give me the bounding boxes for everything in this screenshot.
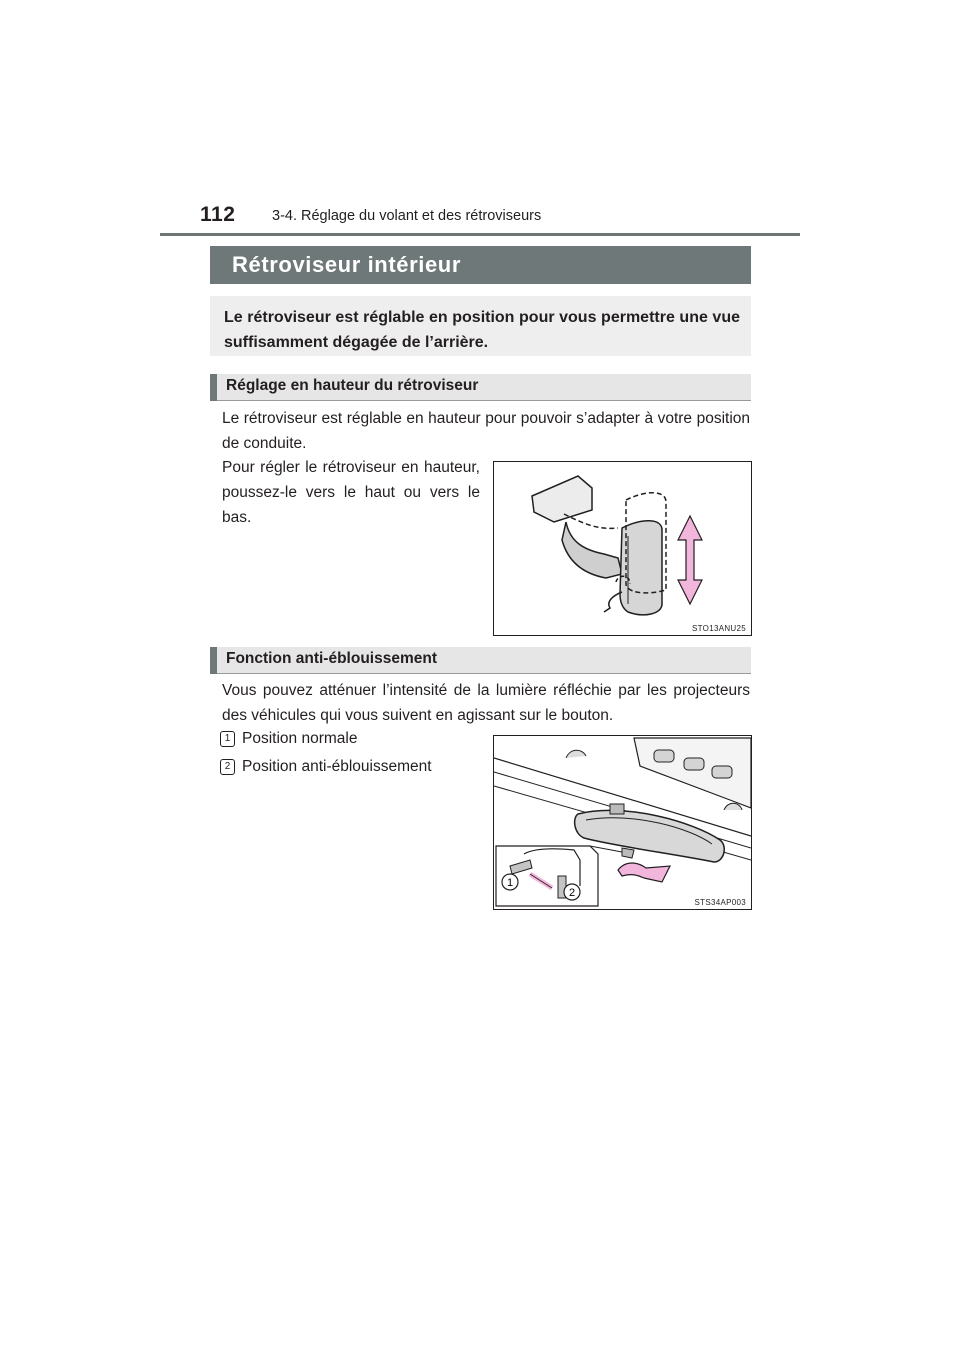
section-title: Rétroviseur intérieur	[232, 252, 462, 277]
item-label: Position normale	[242, 730, 358, 747]
subheading-text: Fonction anti-éblouissement	[226, 650, 437, 667]
subheading-text: Réglage en hauteur du rétroviseur	[226, 377, 479, 394]
header-divider	[160, 233, 800, 236]
item-number-badge: 1	[220, 731, 235, 747]
anti-glare-illustration	[494, 736, 751, 909]
subheading-anti-glare	[210, 647, 751, 674]
figure-mirror-height	[493, 461, 752, 636]
height-adjust-paragraph: Le rétroviseur est réglable en hauteur pour pouvoir s’adapter à votre position de conduite.	[222, 410, 750, 452]
subheading-height-adjust	[210, 374, 751, 401]
breadcrumb: 3-4. Réglage du volant et des rétroviseurs	[272, 208, 542, 224]
mirror-height-illustration	[494, 462, 751, 635]
figure-code: STO13ANU25	[692, 624, 746, 633]
anti-glare-paragraph: Vous pouvez atténuer l’intensité de la lumière réfléchie par les projecteurs des véhicules qui vous suivent en agissant sur le bouton.	[222, 682, 750, 724]
intro-box	[210, 296, 751, 356]
item-number-badge: 2	[220, 759, 235, 775]
page-number: 112	[200, 203, 236, 226]
figure-code: STS34AP003	[694, 898, 746, 907]
intro-text: Le rétroviseur est réglable en position pour vous permettre une vue suffisamment dégagée de l’arrière.	[224, 309, 740, 351]
figure-callout-1: 1	[506, 877, 514, 889]
figure-anti-glare	[493, 735, 752, 910]
height-adjust-instruction: Pour régler le rétroviseur en hauteur, poussez-le vers le haut ou vers le bas.	[222, 459, 480, 526]
subheading-marker	[210, 647, 217, 674]
item-label: Position anti-éblouissement	[242, 758, 432, 775]
section-title-bar	[210, 246, 751, 284]
figure-callout-2: 2	[568, 887, 576, 899]
subheading-marker	[210, 374, 217, 401]
